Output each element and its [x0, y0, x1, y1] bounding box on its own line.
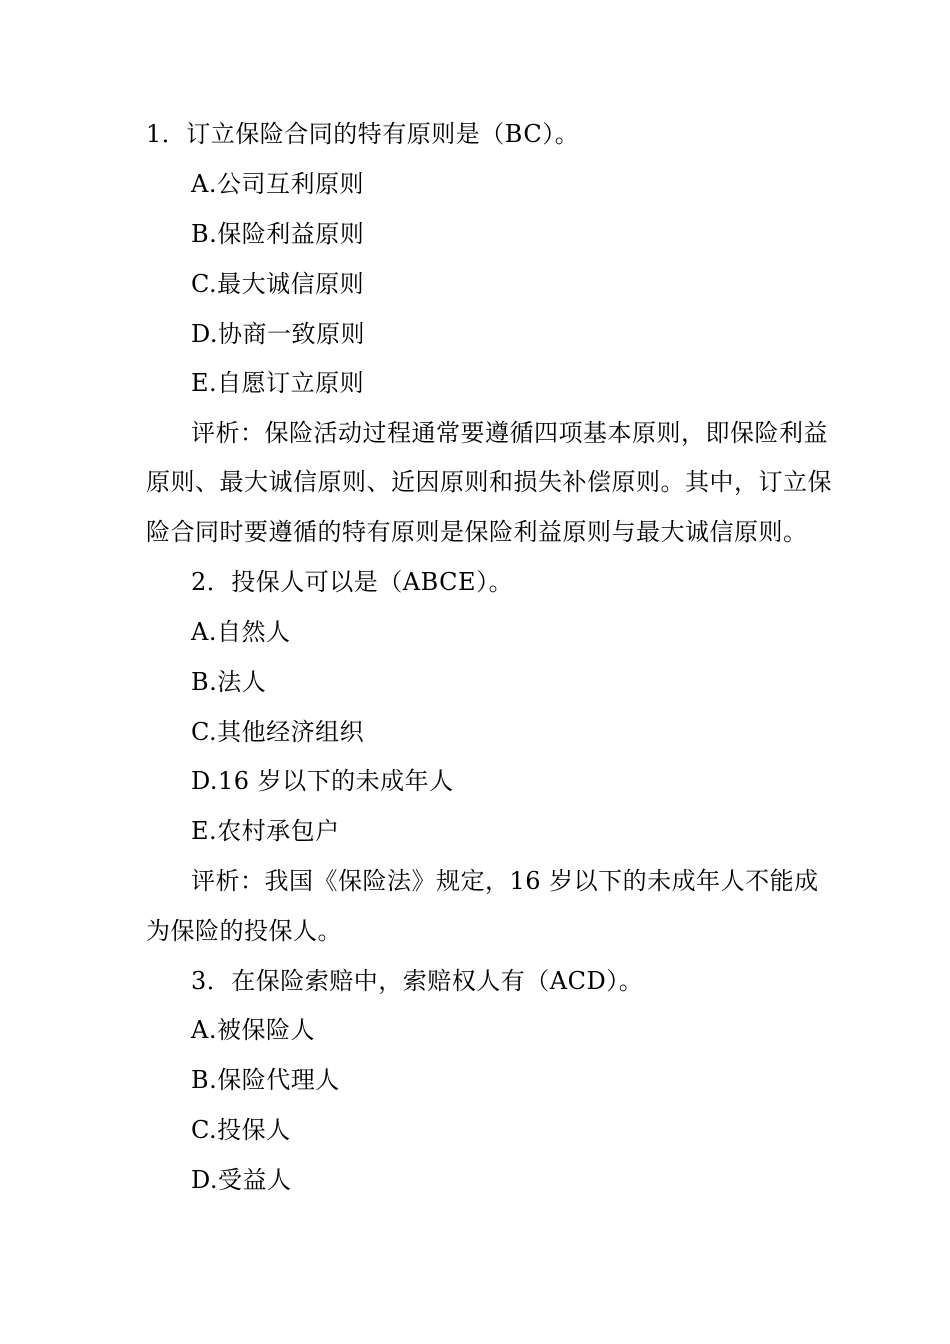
question-1-analysis-line: 评析：保险活动过程通常要遵循四项基本原则，即保险利益 — [191, 419, 828, 447]
question-1-option-b: B.保险利益原则 — [191, 220, 365, 248]
question-1-option-c: C.最大诚信原则 — [191, 270, 365, 298]
question-3-stem: 3．在保险索赔中，索赔权人有（ACD）。 — [191, 967, 644, 995]
question-3-option-b: B.保险代理人 — [191, 1066, 340, 1094]
question-2-option-d: D.16 岁以下的未成年人 — [191, 767, 454, 795]
question-1-option-e: E.自愿订立原则 — [191, 369, 365, 397]
question-2-stem: 2．投保人可以是（ABCE）。 — [191, 568, 514, 596]
question-2-analysis-line: 评析：我国《保险法》规定，16 岁以下的未成年人不能成 — [191, 867, 819, 895]
question-1-analysis-line: 原则、最大诚信原则、近因原则和损失补偿原则。其中，订立保 — [146, 468, 832, 496]
question-3-option-c: C.投保人 — [191, 1116, 291, 1144]
question-3-option-a: A.被保险人 — [191, 1016, 315, 1044]
question-2-option-e: E.农村承包户 — [191, 817, 340, 845]
question-1-analysis-line: 险合同时要遵循的特有原则是保险利益原则与最大诚信原则。 — [146, 518, 808, 546]
question-2-analysis-line: 为保险的投保人。 — [146, 917, 342, 945]
question-1-option-a: A.公司互利原则 — [191, 170, 364, 198]
question-2-option-c: C.其他经济组织 — [191, 718, 365, 746]
question-3-option-d: D.受益人 — [191, 1166, 292, 1194]
question-2-option-a: A.自然人 — [191, 618, 291, 646]
question-1-stem: 1．订立保险合同的特有原则是（BC）。 — [146, 120, 580, 148]
question-2-option-b: B.法人 — [191, 668, 267, 696]
question-1-option-d: D.协商一致原则 — [191, 320, 366, 348]
